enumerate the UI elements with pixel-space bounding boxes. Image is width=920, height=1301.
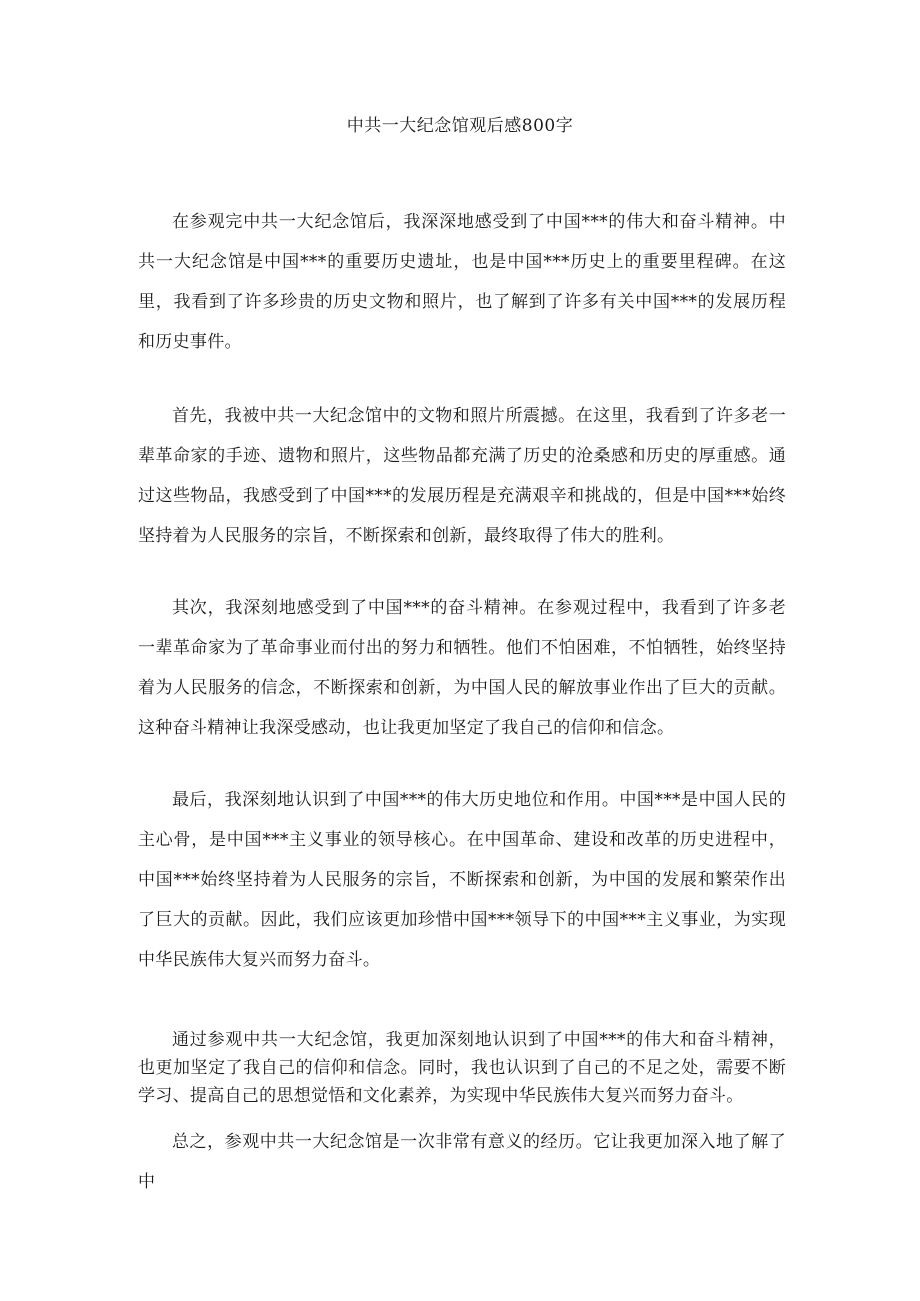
paragraph-last-point: 最后，我深刻地认识到了中国***的伟大历史地位和作用。中国***是中国人民的主心骨，是中国***主义事业的领导核心。在中国革命、建设和改革的历史进程中，中国***始终坚持着为人民服务的宗旨，不断探索和创新，为中国的发展和繁荣作出了巨大的贡献。因此，我们应该更加珍惜中国***领导下的中国***主义事业，为实现中华民族伟大复兴而努力奋斗。	[138, 790, 786, 970]
paragraph-first: 首先，我被中共一大纪念馆中的文物和照片所震撼。在这里，我看到了许多老一辈革命家的手迹、遗物和照片，这些物品都充满了历史的沧桑感和历史的厚重感。通过这些物品，我感受到了中国***的发展历程是充满艰辛和挑战的，但是中国***始终坚持着为人民服务的宗旨，不断探索和创新，最终取得了伟大的胜利。	[138, 406, 786, 546]
paragraph-intro: 在参观完中共一大纪念馆后，我深深地感受到了中国***的伟大和奋斗精神。中共一大纪念馆是中国***的重要历史遗址，也是中国***历史上的重要里程碑。在这里，我看到了许多珍贵的历史文物和照片，也了解到了许多有关中国***的发展历程和历史事件。	[138, 212, 786, 352]
paragraph-reflection: 通过参观中共一大纪念馆，我更加深刻地认识到了中国***的伟大和奋斗精神，也更加坚定了我自己的信仰和信念。同时，我也认识到了自己的不足之处，需要不断学习、提高自己的思想觉悟和文化素养，为实现中华民族伟大复兴而努力奋斗。	[138, 1030, 786, 1106]
paragraph-conclusion: 总之，参观中共一大纪念馆是一次非常有意义的经历。它让我更加深入地了解了中	[138, 1132, 786, 1192]
paragraph-second: 其次，我深刻地感受到了中国***的奋斗精神。在参观过程中，我看到了许多老一辈革命家为了革命事业而付出的努力和牺牲。他们不怕困难，不怕牺牲，始终坚持着为人民服务的信念，不断探索和创新，为中国人民的解放事业作出了巨大的贡献。这种奋斗精神让我深受感动，也让我更加坚定了我自己的信仰和信念。	[138, 598, 786, 738]
document-title: 中共一大纪念馆观后感800字	[346, 116, 574, 136]
